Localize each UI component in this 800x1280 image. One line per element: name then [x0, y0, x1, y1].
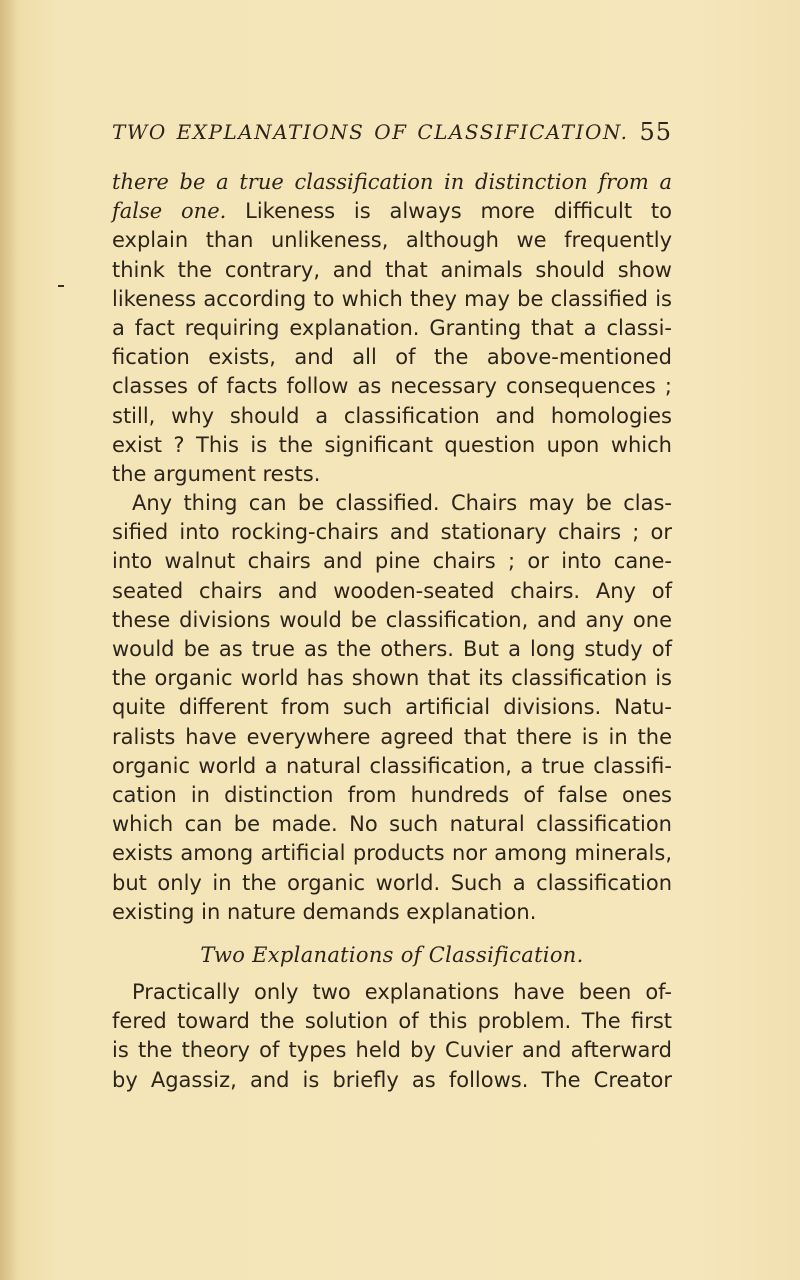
italic-fragment: false one.	[112, 199, 227, 224]
section-subheading: Two Explanations of Classification.	[200, 942, 584, 967]
text-line: there be a true classification in distinction from a	[112, 170, 672, 194]
text-line: fication exists, and all of the above-mentioned	[112, 345, 672, 370]
text-line: a fact requiring explanation. Granting that a classi-	[112, 315, 672, 340]
text-line: by Agassiz, and is briefly as follows. The Creator	[112, 1067, 672, 1092]
text-line: organic world a natural classification, a true classifi-	[112, 753, 672, 778]
margin-mark	[58, 285, 64, 287]
text-line: which can be made. No such natural classification	[112, 812, 672, 837]
text-line: is the theory of types held by Cuvier and afterward	[112, 1038, 672, 1063]
text-line: still, why should a classification and homologies	[112, 403, 672, 428]
running-title: TWO EXPLANATIONS OF CLASSIFICATION.	[112, 120, 629, 144]
text-line: would be as true as the others. But a long study of	[112, 637, 672, 661]
text-line: quite different from such artificial divisions. Natu-	[112, 695, 672, 720]
text-line: existing in nature demands explanation.	[112, 899, 537, 924]
text-line: the organic world has shown that its classification is	[112, 666, 672, 691]
text-fragment: Likeness is always more difficult to	[226, 199, 672, 224]
text-line: likeness according to which they may be classified is	[112, 286, 672, 311]
body-text	[112, 168, 672, 1095]
text-line: into walnut chairs and pine chairs ; or into cane-	[112, 549, 672, 574]
text-line	[112, 197, 672, 226]
text-line: sified into rocking-chairs and stationary chairs ; or	[112, 520, 672, 545]
text-line: exist ? This is the significant question upon which	[112, 432, 672, 457]
text-line: these divisions would be classification, and any one	[112, 607, 672, 632]
text-line: exists among artificial products nor among minerals,	[112, 841, 672, 866]
text-line: ralists have everywhere agreed that there is in the	[112, 724, 672, 749]
text-line: think the contrary, and that animals should show	[112, 257, 672, 282]
gutter-shadow	[0, 0, 18, 1280]
text-line: but only in the organic world. Such a classification	[112, 870, 672, 895]
text-line: seated chairs and wooden-seated chairs. Any of	[112, 578, 672, 603]
page-number: 55	[639, 118, 672, 146]
text-line: Practically only two explanations have been of-	[132, 980, 672, 1005]
running-head	[112, 120, 672, 160]
text-line: the argument rests.	[112, 461, 321, 486]
text-line: classes of facts follow as necessary consequences ;	[112, 374, 672, 399]
text-line: Any thing can be classified. Chairs may be clas-	[132, 491, 672, 516]
text-line: fered toward the solution of this problem. The first	[112, 1009, 672, 1034]
text-line: explain than unlikeness, although we frequently	[112, 228, 672, 253]
text-line: cation in distinction from hundreds of false ones	[112, 782, 672, 807]
